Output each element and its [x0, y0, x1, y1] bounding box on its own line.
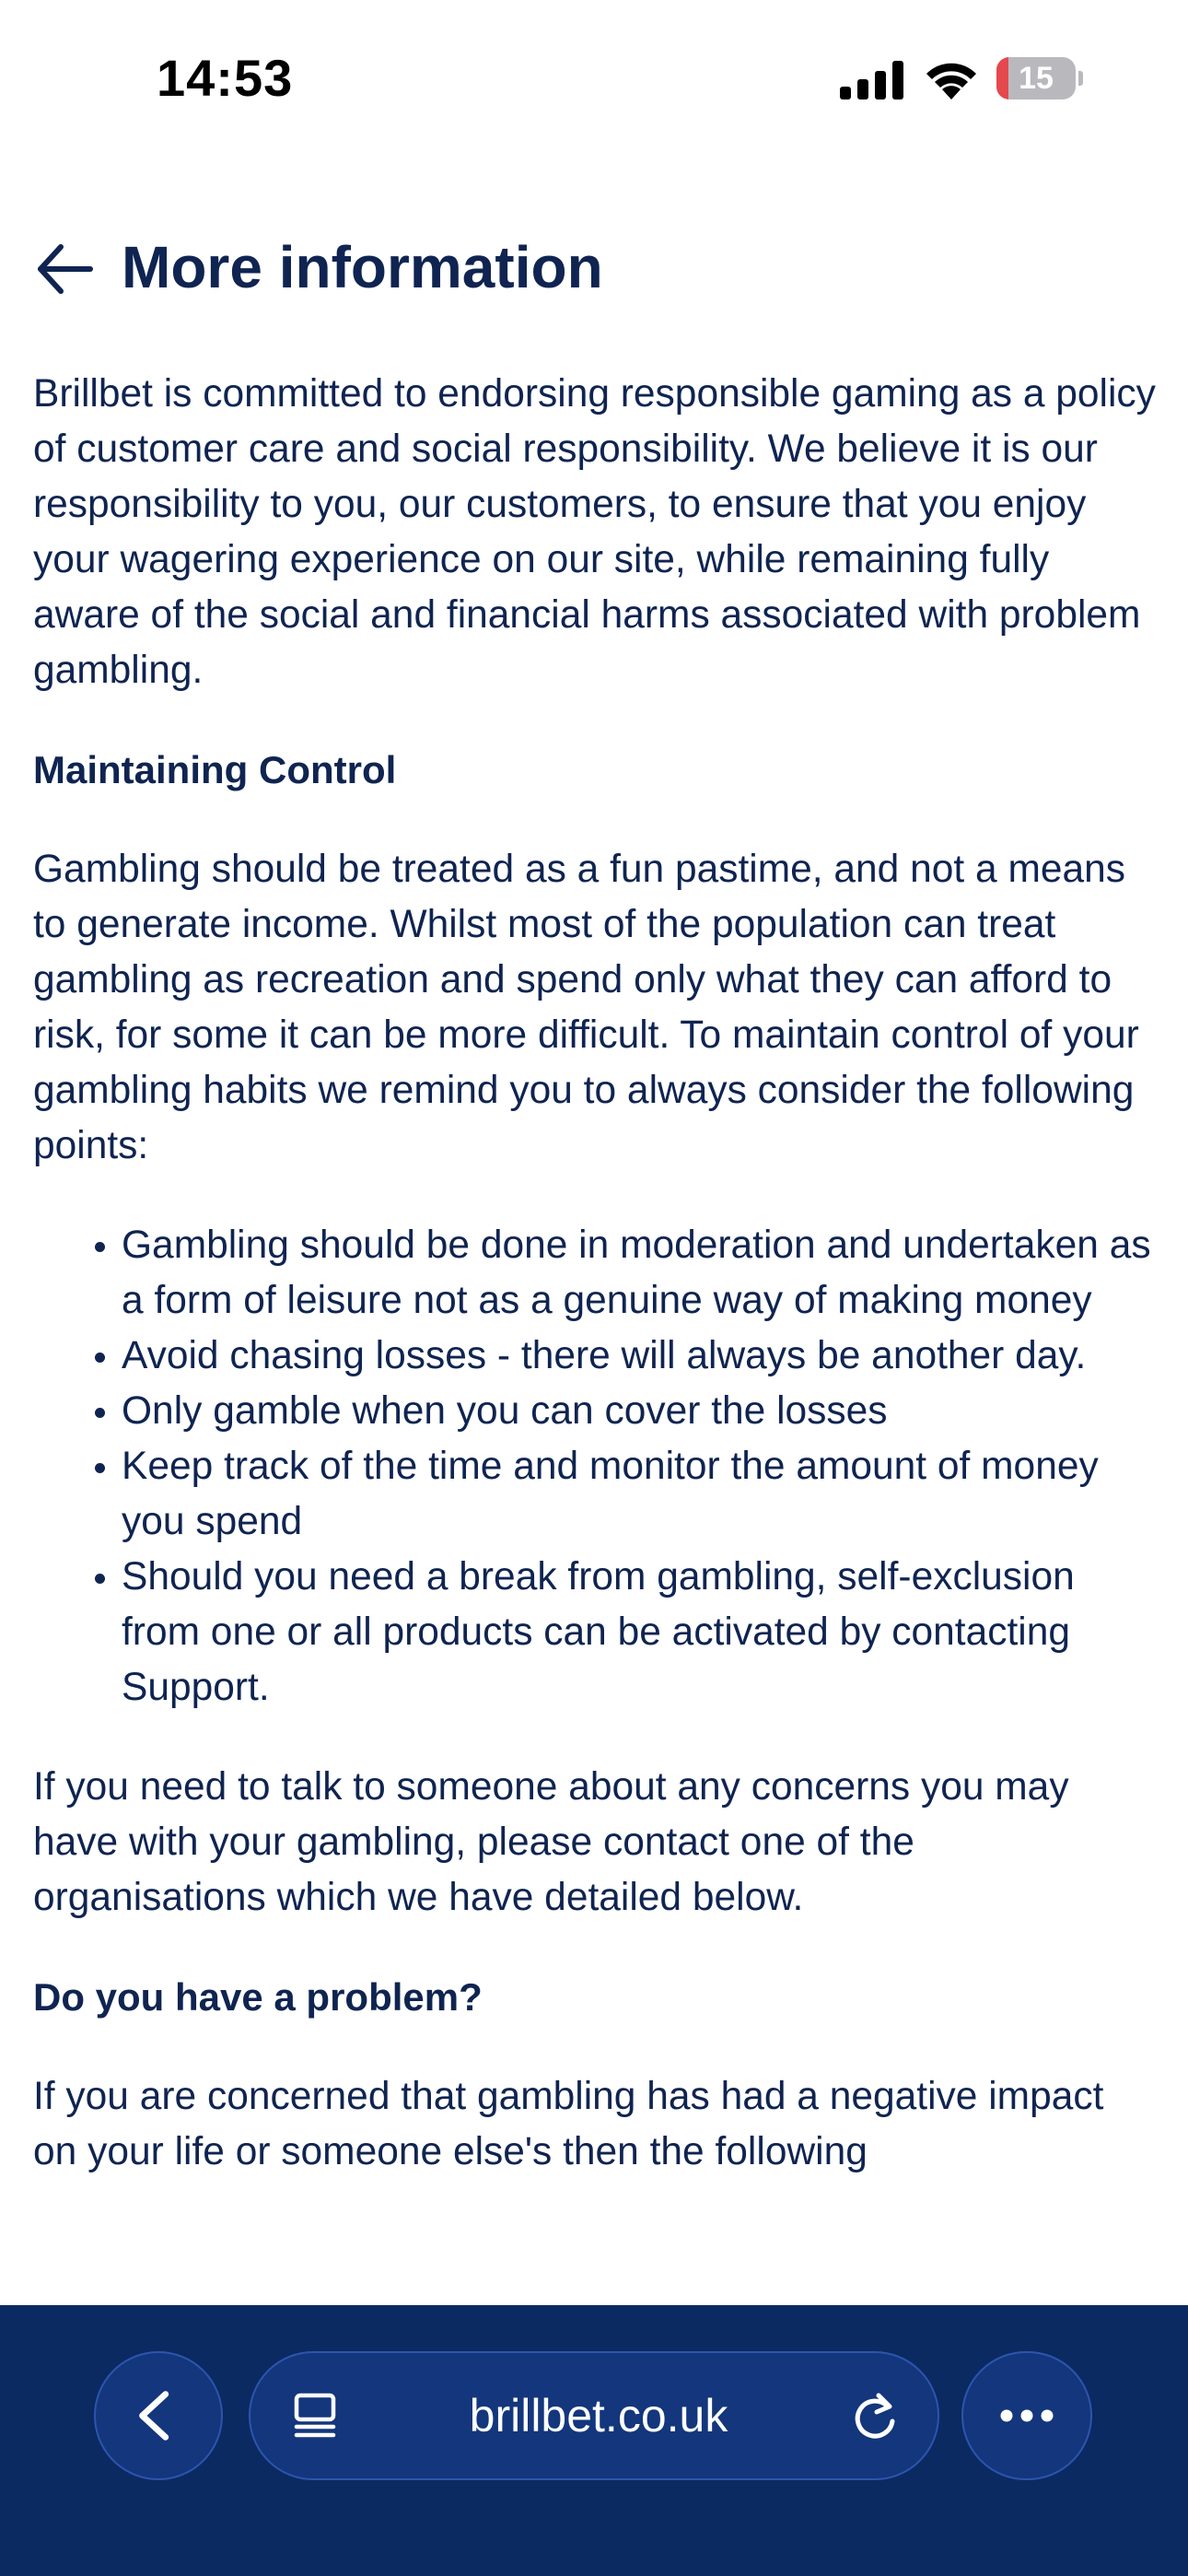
more-options-button[interactable] — [961, 2351, 1092, 2480]
cellular-signal-icon — [840, 61, 904, 100]
intro-paragraph: Brillbet is committed to endorsing responsible gaming as a policy of customer care and social responsibility. We believe it is our responsibility to you, our customers, to ensure that you enjoy your wagering experience on our site, while remaining fully aware of the social and financial harms associated with problem gambling. — [33, 372, 1156, 692]
url-text: brillbet.co.uk — [469, 2390, 728, 2441]
contact-paragraph: If you need to talk to someone about any concerns you may have with your gambling, please contact one of the organisations which we have detailed below. — [33, 1765, 1069, 1919]
chevron-left-icon — [96, 2353, 221, 2478]
list-item: • Keep track of the time and monitor the amount of money you spend — [122, 1439, 1157, 1550]
list-item: • Gambling should be done in moderation and undertaken as a form of leisure not as a genuine way of making money — [122, 1218, 1157, 1329]
browser-back-button[interactable] — [94, 2351, 223, 2480]
status-bar — [0, 0, 1188, 157]
list-item: • Avoid chasing losses - there will always be another day. — [122, 1329, 1157, 1384]
page-title: More information — [122, 234, 603, 300]
list-item: • Should you need a break from gambling, self-exclusion from one or all products can be activated by contacting Support. — [122, 1550, 1157, 1715]
wifi-icon — [923, 57, 980, 100]
reload-icon[interactable] — [851, 2392, 899, 2441]
page-header — [0, 221, 1188, 313]
list-item: • Only gamble when you can cover the losses — [122, 1384, 1157, 1439]
status-time: 14:53 — [157, 49, 294, 107]
maintaining-control-paragraph: Gambling should be treated as a fun pastime, and not a means to generate income. Whilst most of the population can treat gambling as recreation and spend only what they can afford to risk, for some it can be more difficult. To maintain control of your gambling habits we remind you to always consider the following points: — [33, 848, 1139, 1167]
tips-list — [33, 1218, 1157, 1715]
address-bar[interactable] — [249, 2351, 939, 2480]
content-area[interactable] — [33, 367, 1157, 2269]
section-heading-problem: Do you have a problem? — [33, 1975, 483, 2019]
more-horizontal-icon — [963, 2353, 1090, 2478]
battery-icon — [996, 57, 1079, 100]
section-heading-maintaining-control: Maintaining Control — [33, 748, 397, 791]
browser-toolbar — [0, 2305, 1188, 2576]
problem-paragraph: If you are concerned that gambling has had a negative impact on your life or someone else's then the following — [33, 2075, 1104, 2173]
arrow-left-icon[interactable] — [33, 241, 96, 297]
battery-level: 15 — [1019, 61, 1054, 96]
